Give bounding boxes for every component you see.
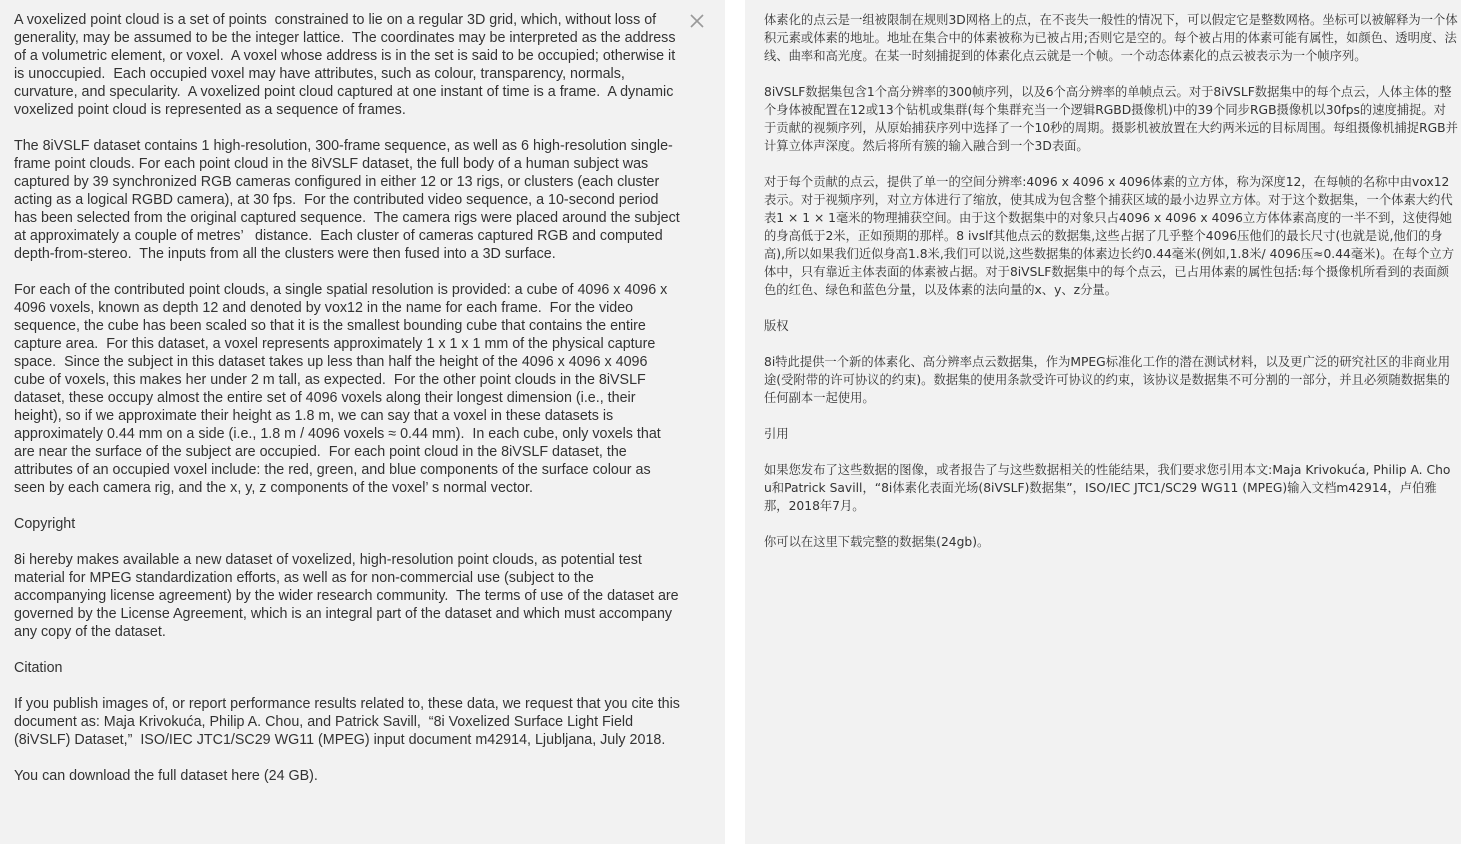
close-button[interactable] [686, 10, 708, 32]
source-text-pane[interactable] [0, 0, 725, 844]
heading-citation: Citation [14, 660, 63, 676]
translated-paragraph-download: 你可以在这里下载完整的数据集(24gb)。 [764, 535, 990, 549]
paragraph-resolution: For each of the contributed point clouds, a single spatial resolution is provided: a cube of 4096 x 4096 x 4096 voxels, known as depth 12 and denoted by vox12 in the name for each frame. For the video sequence, the cube has been scaled so that it is the smallest bounding cube that contains the entire capture area. For this dataset, a voxel represents approximately 1 x 1 x 1 mm of the physical capture space. Since the subject in this dataset takes up less than half the height of the 4096 x 4096 x 4096 cube of voxels, this makes her under 2 m tall, as expected. For the other point clouds in the 8iVSLF dataset, these occupy almost the entire set of 4096 voxels along their longest dimension (i.e., their height), so if we approximate their height as 1.8 m, we can say that a voxel in these datasets is approximately 0.44 mm on a side (i.e., 1.8 m / 4096 voxels ≈ 0.44 mm). In each cube, only voxels that are near the surface of the subject are occupied. For each point cloud in the 8iVSLF dataset, the attributes of an occupied voxel include: the red, green, and blue components of the surface colour as seen by each camera rig, and the x, y, z components of the voxel’ s normal vector. [14, 282, 672, 496]
close-icon [686, 10, 708, 32]
paragraph-copyright: 8i hereby makes available a new dataset of voxelized, high-resolution point clouds, as potential test material for MPEG standardization efforts, as well as for non-commercial use (subject to the accompanying license agreement) by the wider research community. The terms of use of the dataset are governed by the License Agreement, which is an integral part of the dataset and which must accompany any copy of the dataset. [14, 552, 683, 640]
paragraph-dataset: The 8iVSLF dataset contains 1 high-resolution, 300-frame sequence, as well as 6 high-resolution single-frame point clouds. For each point cloud in the 8iVSLF dataset, the full body of a human subject was captured by 39 synchronized RGB cameras configured in either 12 or 13 rigs, or clusters (each cluster acting as a logical RGBD camera), at 30 fps. For the contributed video sequence, a 10-second period has been selected from the original captured sequence. The camera rigs were placed around the subject at approximately a couple of metres’ distance. Each cluster of cameras captured RGB and computed depth-from-stereo. The inputs from all the clusters were then fused into a 3D surface. [14, 138, 684, 262]
translated-paragraph-citation: 如果您发布了这些数据的图像，或者报告了与这些数据相关的性能结果，我们要求您引用本文:Maja Krivokuća, Philip A. Chou和Patrick Savill，“8i体素化表面光场(8iVSLF)数据集”，ISO/IEC JTC1/SC29 WG11 (MPEG)输入文档m42914，卢伯雅那，2018年7月。 [764, 463, 1451, 513]
translated-heading-copyright: 版权 [764, 319, 789, 333]
paragraph-intro: A voxelized point cloud is a set of points constrained to lie on a regular 3D grid, which, without loss of generality, may be assumed to be the integer lattice. The coordinates may be interpreted as the address of a volumetric element, or voxel. A voxel whose address is in the set is said to be occupied; otherwise it is unoccupied. Each occupied voxel may have attributes, such as colour, transparency, normals, curvature, and specularity. A voxelized point cloud captured at one instant of time is a frame. A dynamic voxelized point cloud is represented as a sequence of frames. [14, 12, 680, 118]
translated-paragraph-copyright: 8i特此提供一个新的体素化、高分辨率点云数据集，作为MPEG标准化工作的潜在测试材料，以及更广泛的研究社区的非商业用途(受附带的许可协议的约束)。数据集的使用条款受许可协议的约束，该协议是数据集不可分割的一部分，并且必须随数据集的任何副本一起使用。 [764, 355, 1451, 405]
paragraph-citation: If you publish images of, or report performance results related to, these data, we request that you cite this document as: Maja Krivokuća, Philip A. Chou, and Patrick Savill, “8i Voxelized Surface Light Field (8iVSLF) Dataset,” ISO/IEC JTC1/SC29 WG11 (MPEG) input document m42914, Ljubljana, July 2018. [14, 696, 684, 748]
translated-heading-citation: 引用 [764, 427, 789, 441]
heading-copyright: Copyright [14, 516, 76, 532]
translation-text-pane[interactable] [745, 0, 1461, 844]
pane-divider [725, 0, 745, 844]
paragraph-download: You can download the full dataset here (24 GB). [14, 768, 318, 784]
translated-paragraph-dataset: 8iVSLF数据集包含1个高分辨率的300帧序列，以及6个高分辨率的单帧点云。对于8iVSLF数据集中的每个点云，人体主体的整个身体被配置在12或13个钻机或集群(每个集群充当一个逻辑RGBD摄像机)中的39个同步RGB摄像机以30fps的速度捕捉。对于贡献的视频序列，从原始捕获序列中选择了一个10秒的周期。摄影机被放置在大约两米远的目标周围。每组摄像机捕捉RGB并计算立体声深度。然后将所有簇的输入融合到一个3D表面。 [764, 85, 1458, 153]
chinese-text [764, 11, 1458, 569]
translated-paragraph-intro: 体素化的点云是一组被限制在规则3D网格上的点，在不丧失一般性的情况下，可以假定它是整数网格。坐标可以被解释为一个体积元素或体素的地址。地址在集合中的体素被称为已被占用;否则它是空的。每个被占用的体素可能有属性，如颜色、透明度、法线、曲率和高光度。在某一时刻捕捉到的体素化点云就是一个帧。一个动态体素化的点云被表示为一个帧序列。 [764, 13, 1458, 63]
translated-paragraph-resolution: 对于每个贡献的点云，提供了单一的空间分辨率:4096 x 4096 x 4096体素的立方体，称为深度12，在每帧的名称中由vox12表示。对于视频序列，对立方体进行了缩放，使其成为包含整个捕获区域的最小边界立方体。对于这个数据集，一个体素大约代表1 × 1 × 1毫米的物理捕获空间。由于这个数据集中的对象只占4096 x 4096 x 4096立方体体素高度的一半不到，这使得她的身高低于2米，正如预期的那样。8 ivslf其他点云的数据集,这些占据了几乎整个4096压他们的最长尺寸(也就是说,他们的身高),所以如果我们近似身高1.8米,我们可以说,这些数据集的体素边长约0.44毫米(例如,1.8米/ 4096压≈0.44毫米)。在每个立方体中，只有靠近主体表面的体素被占据。对于8iVSLF数据集中的每个点云，已占用体素的属性包括:每个摄像机所看到的表面颜色的红色、绿色和蓝色分量，以及体素的法向量的x、y、z分量。 [764, 175, 1455, 297]
english-text [14, 11, 682, 803]
